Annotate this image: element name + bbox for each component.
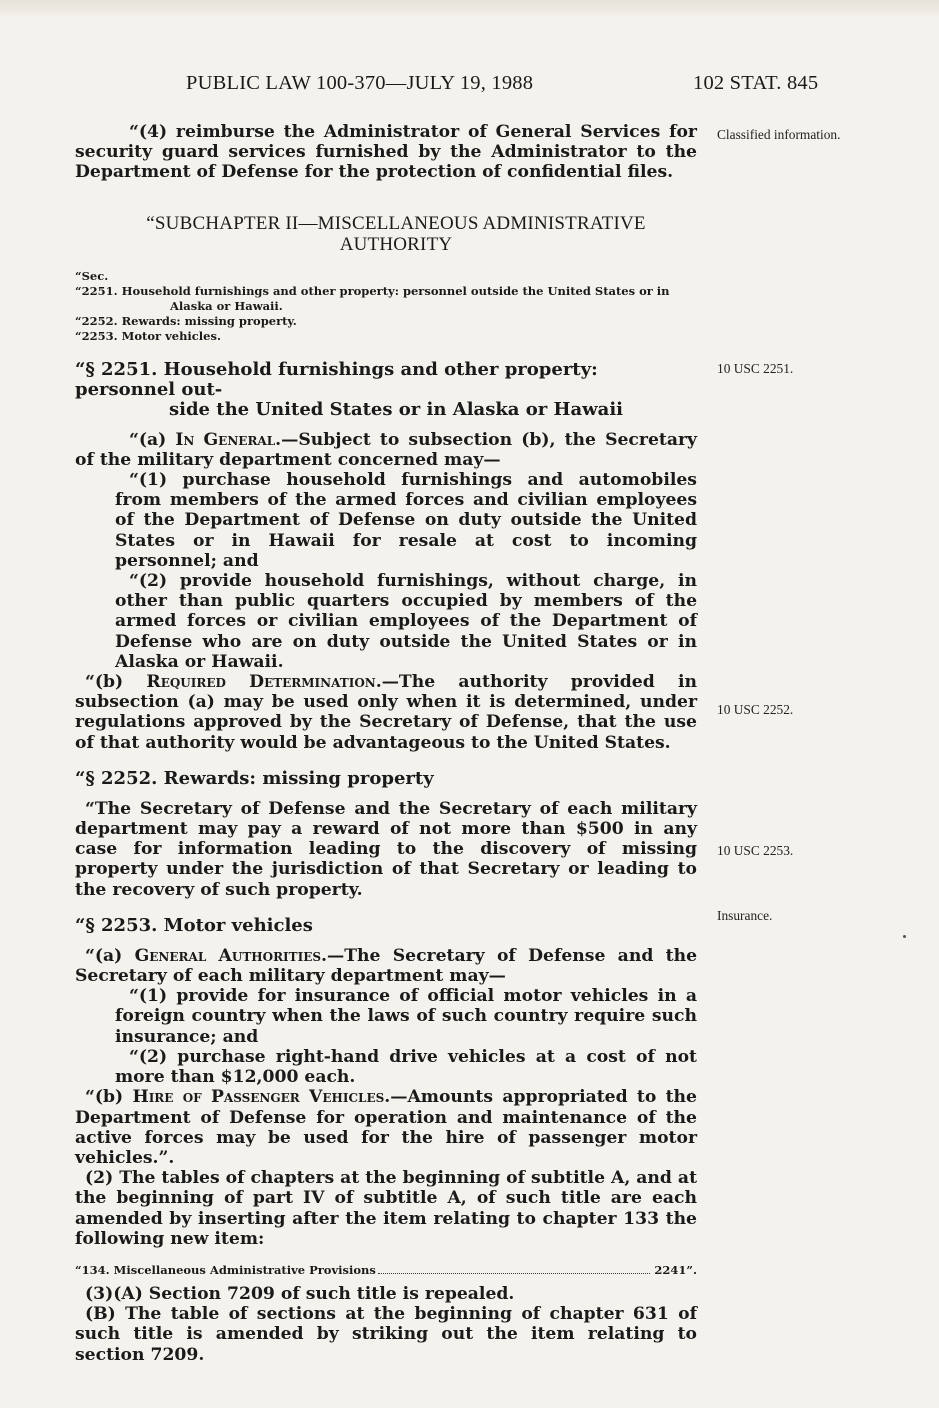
section-2253-paragraph-2: “(2) purchase right-hand drive vehicles at a cost of not more than $12,000 each. — [115, 1046, 697, 1088]
section-2253-paragraph-1: “(1) provide for insurance of official motor vehicles in a foreign country when the laws of such country require such insurance; and — [115, 986, 697, 1047]
header-title: PUBLIC LAW 100-370—JULY 19, 1988 — [186, 72, 534, 94]
margin-note-insurance: Insurance. — [717, 908, 773, 923]
subsection-lead: “(b) — [85, 672, 147, 693]
scan-speck — [903, 935, 906, 938]
subsection-text: —The Secretary of Defense and the Secretary of each military department may— — [75, 945, 698, 987]
section-2251-heading — [75, 360, 697, 420]
subsection-lead: “(a) — [129, 429, 176, 450]
section-2253-subsection-a — [75, 946, 697, 986]
scan-edge — [0, 0, 939, 18]
leader-dots — [378, 1263, 650, 1274]
subchapter-title: “SUBCHAPTER II—MISCELLANEOUS ADMINISTRATIVE AUTHORITY — [146, 212, 646, 255]
section-2252-heading: “§ 2252. Rewards: missing property — [75, 767, 434, 789]
subsection-text: —The authority provided in subsection (a) may be used only when it is determined, under regulations approved by the Secretary of Defense, that the use of that authority would be advantageous to the United States. — [75, 672, 697, 753]
margin-note-usc-2253: 10 USC 2253. — [717, 843, 794, 858]
document-body — [75, 122, 697, 1365]
section-table — [75, 269, 697, 344]
section-2251-heading-line-1: “§ 2251. Household furnishings and other property: personnel out- — [75, 358, 598, 400]
section-2253-subsection-b — [75, 1087, 697, 1168]
toc-item: “2253. Motor vehicles. — [75, 328, 221, 343]
header-page-number: 102 STAT. 845 — [693, 72, 819, 94]
section-2253-heading: “§ 2253. Motor vehicles — [75, 914, 313, 936]
margin-note-usc-2252: 10 USC 2252. — [717, 702, 794, 717]
section-2251-subsection-b — [75, 672, 697, 753]
subsection-heading: Hire of Passenger Vehicles. — [132, 1087, 391, 1108]
new-chapter-label: “134. Miscellaneous Administrative Provisions — [75, 1262, 376, 1277]
subsection-lead: “(a) — [85, 945, 135, 966]
paragraph-3a: (3)(A) Section 7209 of such title is repealed. — [85, 1283, 515, 1304]
paragraph-3b: (B) The table of sections at the beginning of chapter 631 of such title is amended by striking out the item relating to section 7209. — [75, 1304, 697, 1365]
subsection-heading: Required Determination. — [146, 672, 382, 693]
toc-sec-label: “Sec. — [75, 268, 109, 283]
paragraph-4: “(4) reimburse the Administrator of General Services for security guard services furnished by the Administrator to the Department of Defense for the protection of confidential files. — [75, 122, 697, 183]
section-2251-paragraph-2: “(2) provide household furnishings, without charge, in other than public quarters occupied by members of the armed forces or civilian employees of the Department of Defense who are on duty outside the United States or in Alaska or Hawaii. — [115, 571, 697, 672]
section-2251-paragraph-1: “(1) purchase household furnishings and automobiles from members of the armed forces and civilian employees of the Department of Defense on duty outside the United States or in Hawaii for resale at cost to incoming personnel; and — [115, 470, 697, 571]
subsection-text: —Subject to subsection (b), the Secretary of the military department concerned may— — [75, 429, 697, 470]
section-2251-subsection-a — [75, 430, 697, 470]
subsection-heading: General Authorities. — [134, 945, 328, 966]
new-chapter-number: 2241”. — [654, 1262, 697, 1277]
toc-item: “2251. Household furnishings and other property: personnel outside the United States or in Alaska or Hawaii. — [75, 283, 670, 313]
subsection-lead: “(b) — [85, 1087, 133, 1108]
toc-item: “2252. Rewards: missing property. — [75, 313, 297, 328]
section-2252-text: “The Secretary of Defense and the Secretary of each military department may pay a reward of not more than $500 in any case for information leading to the discovery of missing property under the jurisdiction of that Secretary or leading to the recovery of such property. — [75, 798, 697, 900]
subsection-heading: In General. — [175, 429, 282, 450]
subsection-text: —Amounts appropriated to the Department of Defense for operation and maintenance of the active forces may be used for the hire of passenger motor vehicles.”. — [75, 1087, 697, 1168]
paragraph-2: (2) The tables of chapters at the beginning of subtitle A, and at the beginning of part IV of subtitle A, of such title are each amended by inserting after the item relating to chapter 133 the following new item: — [75, 1168, 698, 1249]
margin-note-usc-2251: 10 USC 2251. — [717, 361, 794, 376]
section-2251-heading-line-2: side the United States or in Alaska or Hawaii — [169, 398, 623, 420]
margin-note-classified: Classified information. — [717, 127, 841, 142]
new-chapter-item — [75, 1263, 697, 1278]
